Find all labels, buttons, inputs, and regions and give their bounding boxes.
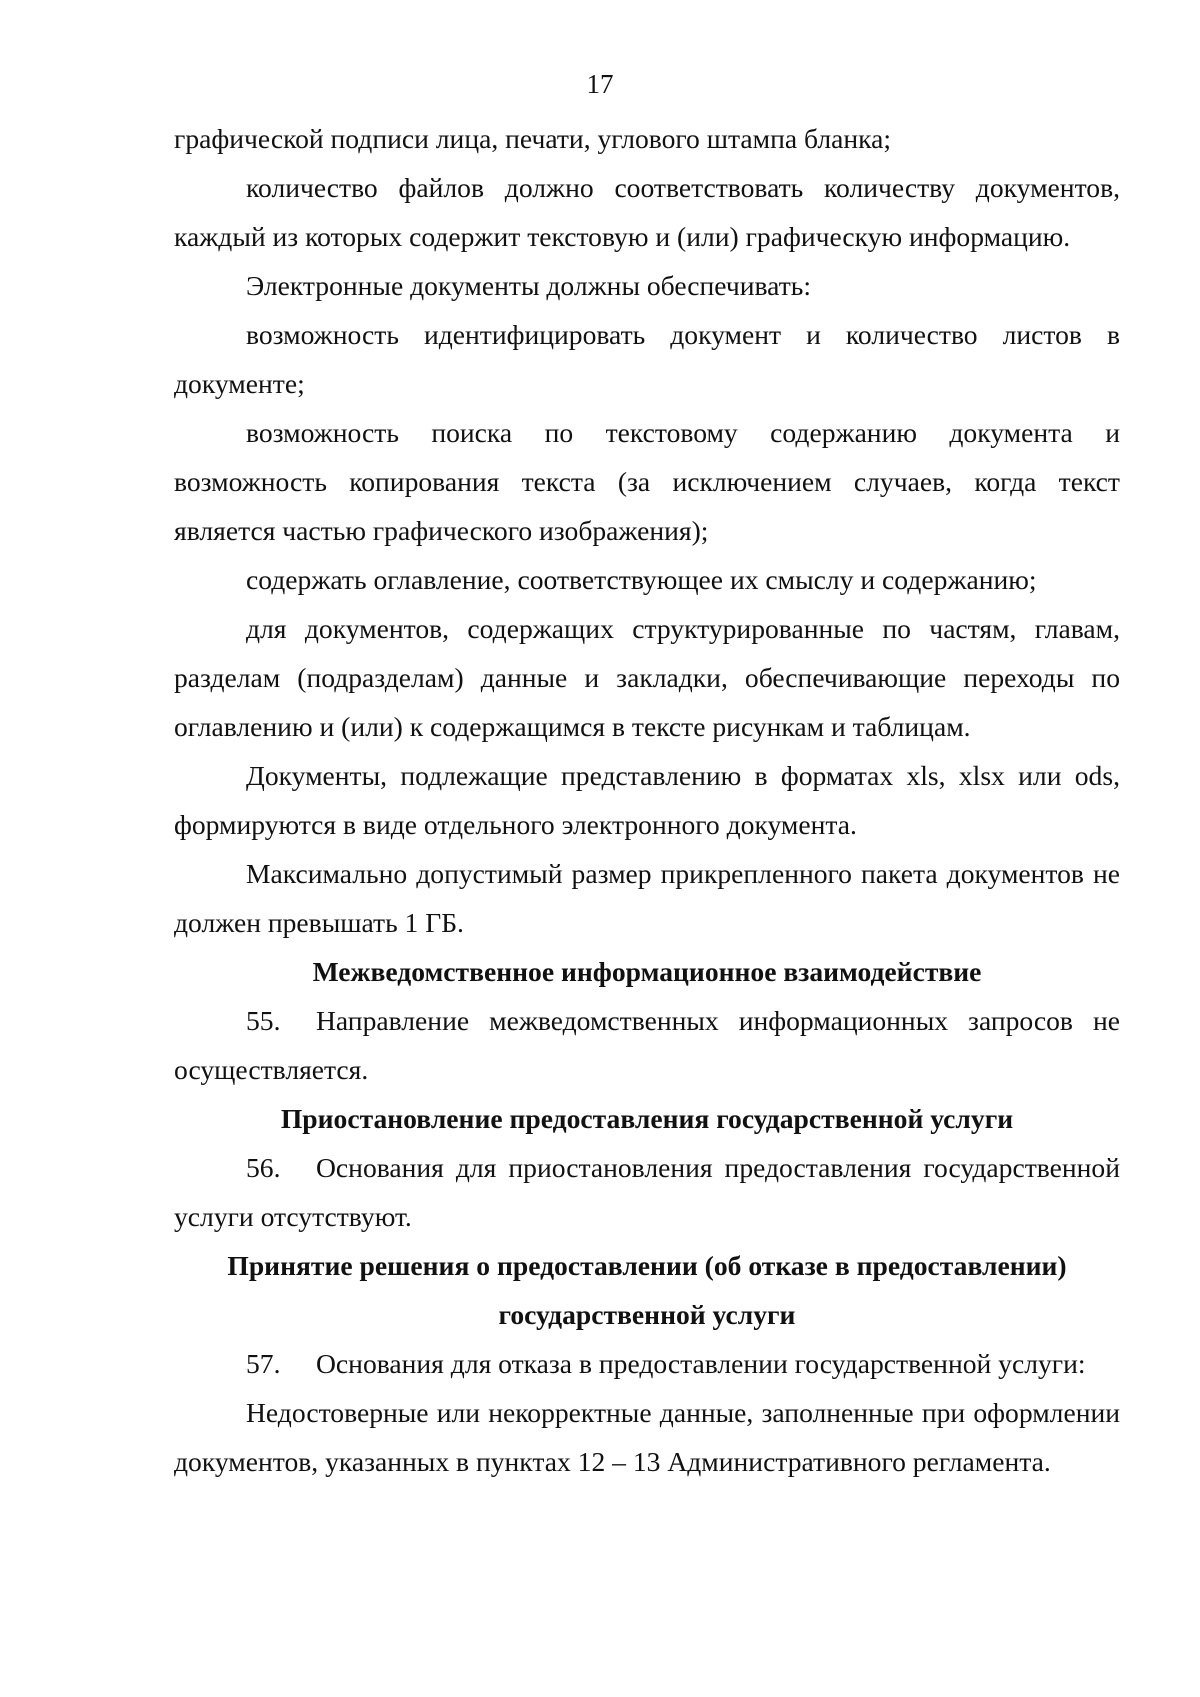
item-55-number: 55. [246,1005,281,1036]
heading-decision-line1: Принятие решения о предоставлении (об отказе в предоставлении) [227,1250,1067,1281]
paragraph-table-of-contents: содержать оглавление, соответствующее их смыслу и содержанию; [246,564,1037,595]
paragraph-spreadsheet-formats: Документы, подлежащие представлению в форматах xls, xlsx или ods, формируются в виде отдельного электронного документа. [174,760,1120,840]
paragraph-identify-doc: возможность идентифицировать документ и количество листов в документе; [174,319,1120,399]
item-56 [174,1143,1120,1241]
paragraph-max-size: Максимально допустимый размер прикрепленного пакета документов не должен превышать 1 ГБ. [174,858,1120,938]
document-body [174,114,1120,1486]
paragraph-search-copy: возможность поиска по текстовому содержанию документа и возможность копирования текста (за исключением случаев, когда текст является частью графического изображения); [174,417,1120,546]
paragraph-electronic-docs: Электронные документы должны обеспечивать: [246,270,812,301]
item-55 [174,996,1120,1094]
item-57 [174,1339,1120,1388]
item-56-number: 56. [246,1152,281,1183]
paragraph-file-count: количество файлов должно соответствовать количеству документов, каждый из которых содержит текстовую и (или) графическую информацию. [174,172,1120,252]
item-55-text: Направление межведомственных информационных запросов не осуществляется. [174,1005,1120,1085]
heading-interagency: Межведомственное информационное взаимодействие [312,956,982,987]
heading-decision-line2: государственной услуги [498,1299,796,1330]
paragraph-signature: графической подписи лица, печати, углового штампа бланка; [174,123,892,154]
heading-suspension: Приостановление предоставления государственной услуги [280,1103,1014,1134]
item-57-number: 57. [246,1348,281,1379]
page-number: 17 [586,69,614,99]
paragraph-invalid-data: Недостоверные или некорректные данные, заполненные при оформлении документов, указанных в пунктах 12 – 13 Административного регламента. [174,1397,1120,1477]
item-56-text: Основания для приостановления предоставления государственной услуги отсутствуют. [174,1152,1120,1232]
paragraph-structured-docs: для документов, содержащих структурированные по частям, главам, разделам (подразделам) данные и закладки, обеспечивающие переходы по оглавлению и (или) к содержащимся в тексте рисункам и таблицам. [174,613,1120,742]
item-57-text: Основания для отказа в предоставлении государственной услуги: [316,1348,1086,1379]
